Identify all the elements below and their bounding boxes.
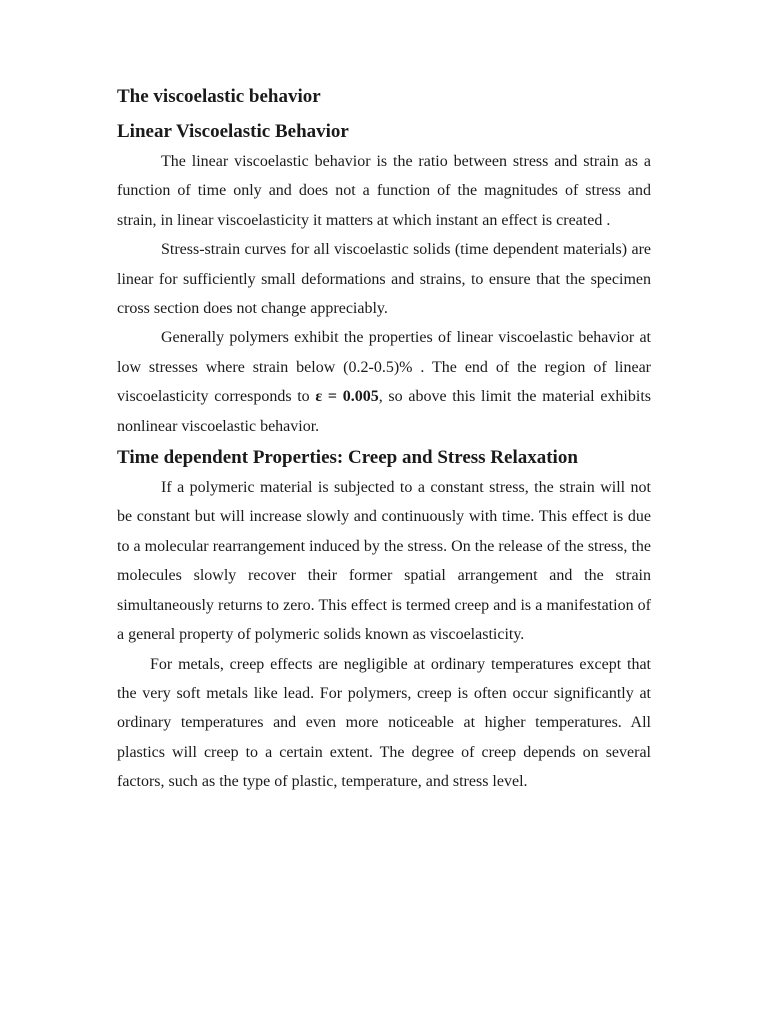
paragraph-creep-definition: If a polymeric material is subjected to a constant stress, the strain will not be constant but will increase slowly and continuously with time. This effect is due to a molecular rearrangement induced by the stress. On the release of the stress, the molecules slowly recover their former spatial arrangement and the strain simultaneously returns to zero. This effect is termed creep and is a manifestation of a general property of polymeric solids known as viscoelasticity. xyxy=(117,479,651,644)
paragraph-text: Generally polymers exhibit the properties of linear viscoelastic behavior at low stresses where strain below (0.2-0.5)% . The end of the region of linear viscoelasticity corresponds to xyxy=(117,329,651,406)
strain-limit-value: ε = 0.005 xyxy=(315,388,379,406)
document-page xyxy=(117,84,651,797)
document-title: The viscoelastic behavior xyxy=(117,86,321,107)
section-heading-creep: Time dependent Properties: Creep and Stress Relaxation xyxy=(117,447,578,469)
paragraph-linear-definition: The linear viscoelastic behavior is the ratio between stress and strain as a function of time only and does not a function of the magnitudes of stress and strain, in linear viscoelasticity it matters at which instant an effect is created . xyxy=(117,153,651,229)
paragraph-polymers-linear xyxy=(117,323,651,441)
paragraph-text: , so above this limit the material exhibits nonlinear viscoelastic behavior. xyxy=(117,388,651,435)
section-heading-linear: Linear Viscoelastic Behavior xyxy=(117,121,349,142)
paragraph-stress-strain: Stress-strain curves for all viscoelastic solids (time dependent materials) are linear for sufficiently small deformations and strains, to ensure that the specimen cross section does not change appreciably. xyxy=(117,241,651,318)
paragraph-metals-creep: For metals, creep effects are negligible at ordinary temperatures except that the very soft metals like lead. For polymers, creep is often occur significantly at ordinary temperatures and even more noticeable at higher temperatures. All plastics will creep to a certain extent. The degree of creep depends on several factors, such as the type of plastic, temperature, and stress level. xyxy=(117,655,651,791)
